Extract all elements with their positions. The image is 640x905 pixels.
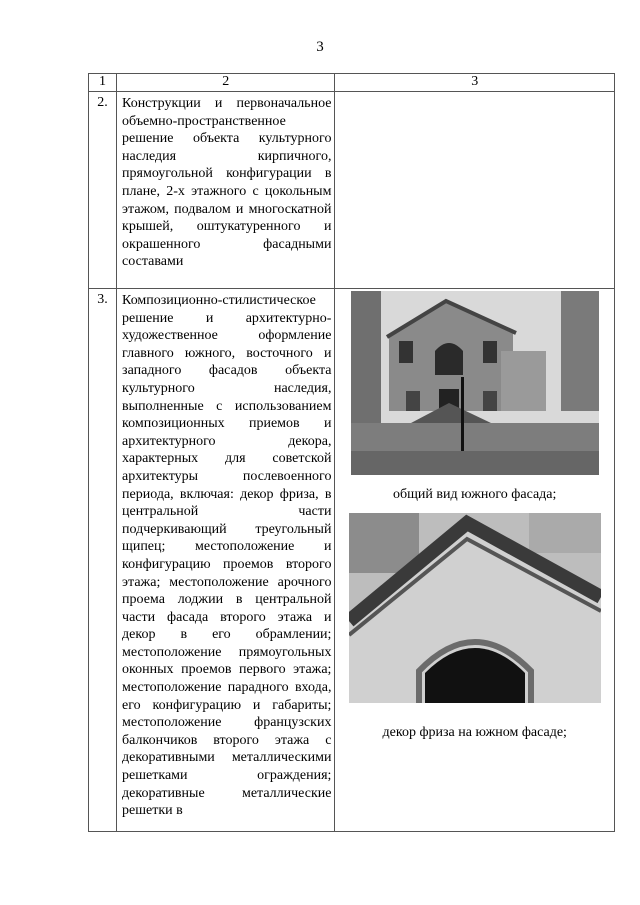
row-number: 2. (89, 92, 117, 289)
row-description: Конструкции и первоначальное объемно-пространственное решение объекта культурного наследия кирпичного, прямоугольной конфигурации в плане, 2-х этажного с цокольным этажом, подвалом и многоскатной крышей, оштукатуренного и окрашенного фасадными составами (117, 92, 335, 289)
south-facade-photo (351, 291, 599, 475)
table-row (89, 289, 615, 832)
header-cell-1: 1 (89, 74, 117, 92)
caption-south-facade: общий вид южного фасада; (393, 487, 557, 502)
table-header-row (89, 74, 615, 92)
object-features-table (88, 73, 615, 832)
row-description: Композиционно-стилистическое решение и архитектурно-художественное оформление главного южного, восточного и западного фасадов объекта культурного наследия, выполненные с использованием композиционных приемов и архитектурного декора, характерных для советской архитектуры послевоенного периода, включая: декор фриза, в центральной части подчеркивающий треугольный щипец; местоположение и конфигурацию проемов второго этажа; местоположение арочного проема лоджии в центральной части фасада второго этажа и декор в его обрамлении; местоположение прямоугольных оконных проемов первого этажа; местоположение парадного входа, его конфигурацию и габариты; местоположение французских балкончиков второго этажа с декоративными металлическими решетками ограждения; декоративные металлические решетки в (117, 289, 335, 832)
frieze-decor-photo (349, 513, 601, 703)
table-row (89, 92, 615, 289)
row-illustration-cell (335, 92, 615, 289)
row-number: 3. (89, 289, 117, 832)
caption-frieze-decor: декор фриза на южном фасаде; (382, 725, 567, 740)
header-cell-2: 2 (117, 74, 335, 92)
page-number: 3 (316, 39, 324, 55)
row-illustration-cell (335, 289, 615, 832)
header-cell-3: 3 (335, 74, 615, 92)
